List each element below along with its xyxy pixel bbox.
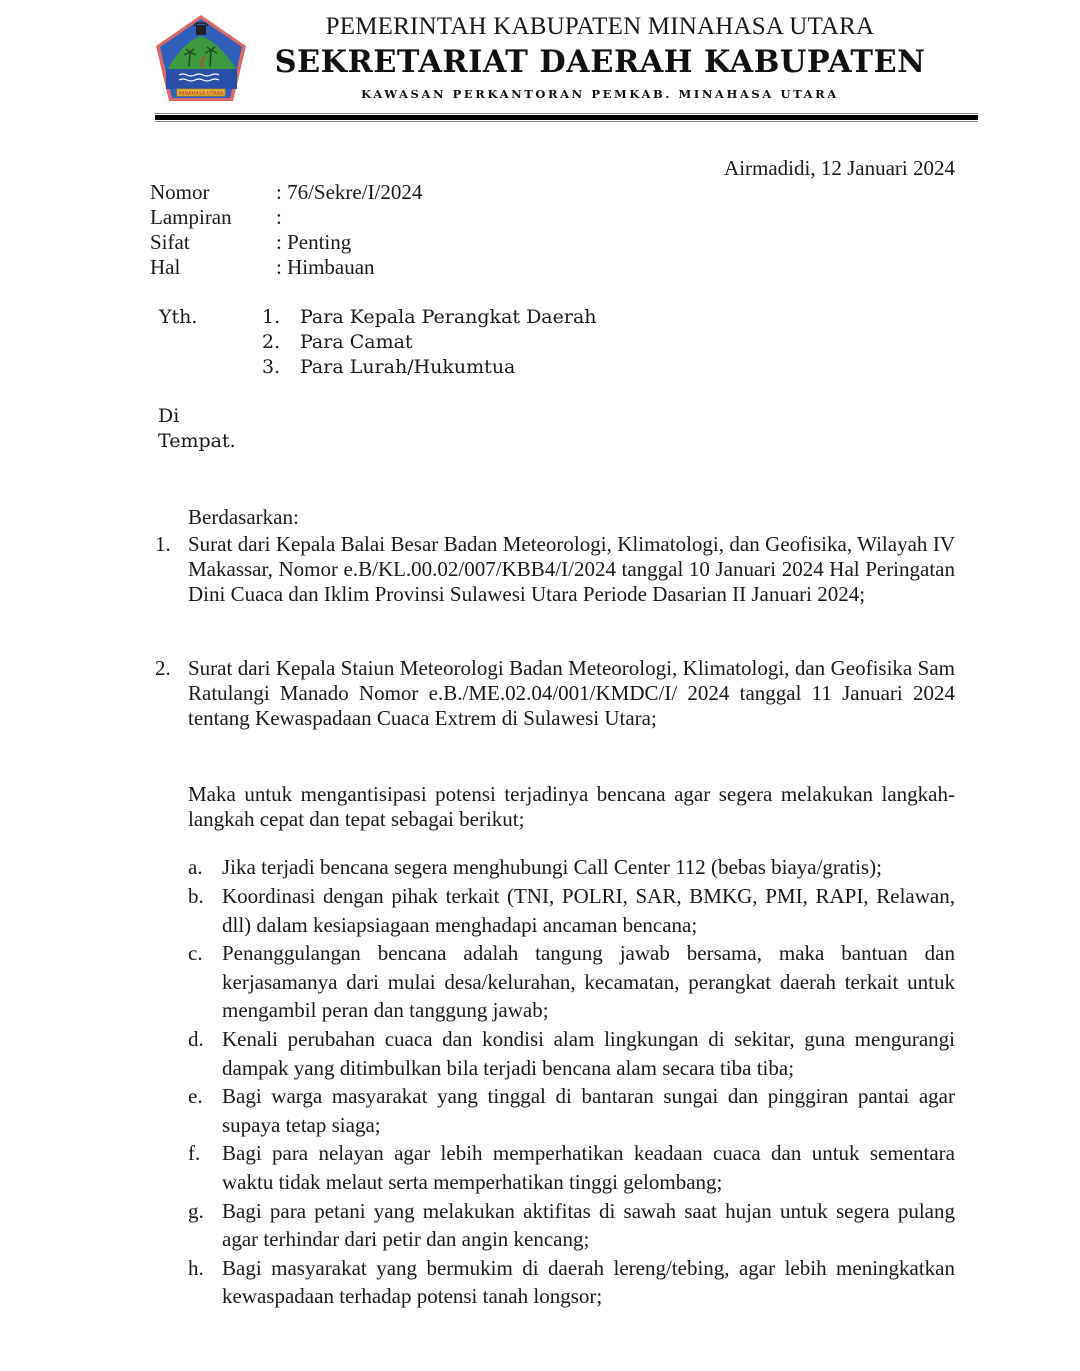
meta-label: Nomor xyxy=(150,180,210,204)
addressee-label: Yth. xyxy=(159,306,198,328)
action-list xyxy=(188,855,955,1311)
reference-item: 2. Surat dari Kepala Staiun Meteorologi Badan Meteorologi, Klimatologi, dan Geofisika Sam Ratulangi Manado Nomor e.B./ME.02.04/001/KMDC/I/ 2024 tanggal 11 Januari 2024 tentang Kewaspadaan Cuaca Extrem di Sulawesi Utara; xyxy=(155,656,955,730)
addressee-item: 1. Para Kepala Perangkat Daerah xyxy=(262,306,597,328)
meta-row-nomor xyxy=(150,180,422,205)
action-item-g: g. Bagi para petani yang melakukan aktifitas di sawah saat hujan untuk segera pulang agar terhindar dari petir dan angin kencang; xyxy=(188,1198,955,1252)
action-item-b: b. Koordinasi dengan pihak terkait (TNI, POLRI, SAR, BMKG, PMI, RAPI, Relawan, dll) dalam kesiapsiagaan menghadapi ancaman bencana; xyxy=(188,884,955,937)
addressee-item: 3. Para Lurah/Hukumtua xyxy=(262,356,516,378)
meta-label: Sifat xyxy=(150,230,190,254)
letterhead-divider xyxy=(155,113,978,123)
action-item-h: h. Bagi masyarakat yang bermukim di daerah lereng/tebing, agar lebih meningkatkan kewaspadaan terhadap potensi tanah longsor; xyxy=(188,1255,955,1309)
meta-value: : Himbauan xyxy=(276,255,375,279)
reference-item: 1. Surat dari Kepala Balai Besar Badan Meteorologi, Klimatologi, dan Geofisika, Wilayah IV Makassar, Nomor e.B/KL.00.02/007/KBB4/I/2024 tanggal 10 Januari 2024 Hal Peringatan Dini Cuaca dan Iklim Provinsi Sulawesi Utara Periode Dasarian II Januari 2024; xyxy=(155,532,955,606)
action-item-c: c. Penanggulangan bencana adalah tangung jawab bersama, maka bantuan dan kerjasamanya dari mulai desa/kelurahan, kecamatan, perangkat daerah terkait untuk mengambil peran dan tanggung jawab; xyxy=(188,941,955,1023)
meta-label: Hal xyxy=(150,255,181,279)
addressee-item: 2. Para Camat xyxy=(262,331,413,353)
meta-value: : xyxy=(276,205,282,229)
meta-label: Lampiran xyxy=(150,205,232,229)
svg-text:MINAHASA UTARA: MINAHASA UTARA xyxy=(178,91,224,97)
government-name: PEMERINTAH KABUPATEN MINAHASA UTARA xyxy=(325,13,875,40)
addressee-list xyxy=(262,305,662,380)
action-item-f: f. Bagi para nelayan agar lebih memperhatikan keadaan cuaca dan untuk sementara waktu tidak melaut serta memperhatikan tinggi gelombang; xyxy=(188,1141,955,1194)
body-statement: Maka untuk mengantisipasi potensi terjadinya bencana agar segera melakukan langkah-langkah cepat dan tepat sebagai berikut; xyxy=(188,782,955,831)
regency-emblem-icon xyxy=(153,12,249,104)
addressee-place: Di Tempat. xyxy=(158,405,236,452)
letter-date: Airmadidi, 12 Januari 2024 xyxy=(724,156,955,180)
meta-value: : Penting xyxy=(276,230,352,254)
office-name: SEKRETARIAT DAERAH KABUPATEN xyxy=(274,44,926,80)
office-address: KAWASAN PERKANTORAN PEMKAB. MINAHASA UTARA xyxy=(361,87,839,101)
meta-row-hal xyxy=(150,255,422,280)
meta-value: : 76/Sekre/I/2024 xyxy=(276,180,423,204)
letterhead-text xyxy=(250,12,950,106)
action-item-d: d. Kenali perubahan cuaca dan kondisi alam lingkungan di sekitar, guna mengurangi dampak yang ditimbulkan bila terjadi bencana alam secara tiba tiba; xyxy=(188,1026,955,1080)
meta-row-sifat xyxy=(150,230,422,255)
body-intro: Berdasarkan: xyxy=(188,505,299,529)
action-item-e: e. Bagi warga masyarakat yang tinggal di bantaran sungai dan pinggiran pantai agar supaya tetap siaga; xyxy=(188,1084,955,1137)
action-item-a: a. Jika terjadi bencana segera menghubungi Call Center 112 (bebas biaya/gratis); xyxy=(188,855,882,879)
letter-meta xyxy=(150,180,422,280)
meta-row-lampiran xyxy=(150,205,422,230)
